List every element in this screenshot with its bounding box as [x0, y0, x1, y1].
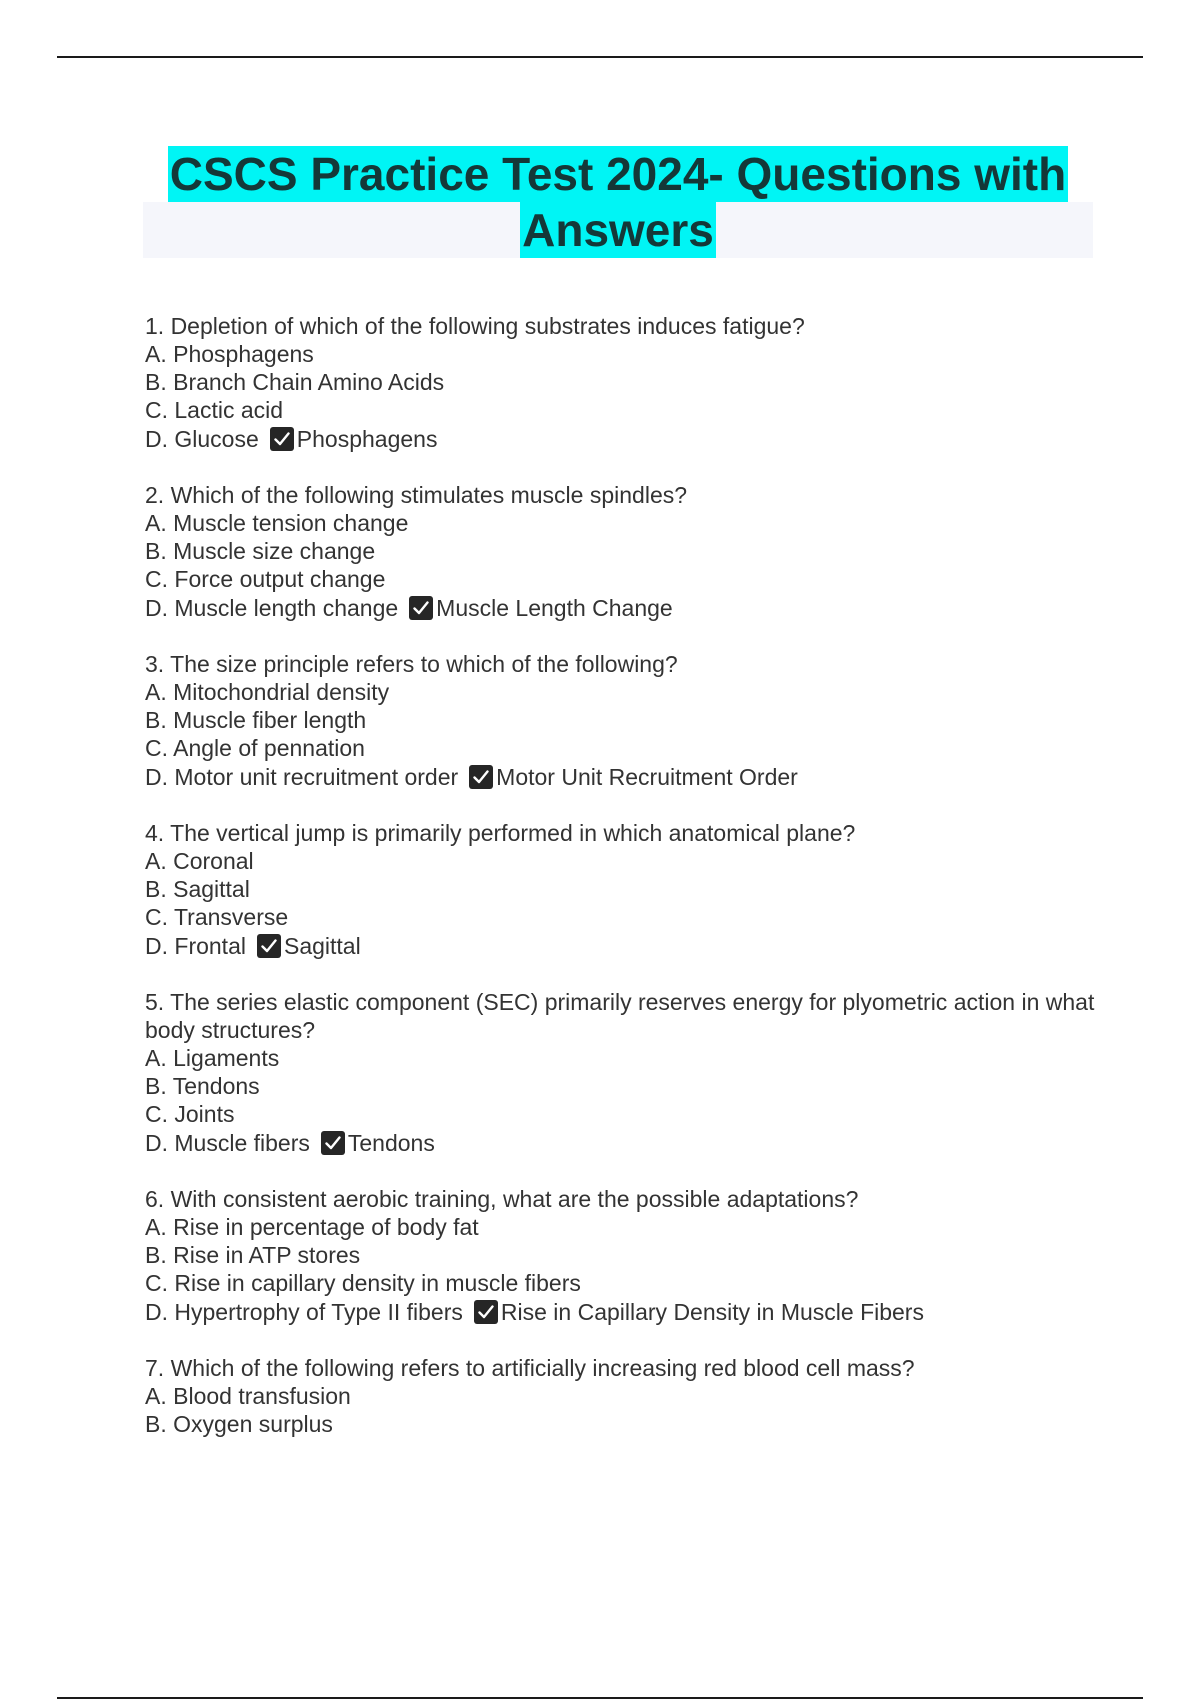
question-item — [145, 988, 1095, 1158]
correct-answer: Tendons — [347, 1130, 435, 1156]
title-row — [143, 202, 1093, 258]
title-line-2: Answers — [522, 204, 714, 256]
answer-option: A. Muscle tension change — [145, 510, 409, 536]
correct-answer: Sagittal — [283, 933, 361, 959]
question-stem: 3. The size principle refers to which of the following? — [145, 651, 678, 677]
question-stem: 2. Which of the following stimulates muscle spindles? — [145, 482, 688, 508]
correct-answer: Muscle Length Change — [436, 595, 673, 621]
top-rule — [57, 56, 1143, 58]
answer-option: B. Muscle size change — [145, 538, 376, 564]
answer-line — [145, 424, 1095, 454]
answer-option: C. Force output change — [145, 566, 386, 592]
question-item — [145, 819, 1095, 961]
question-item — [145, 1354, 1095, 1438]
correct-answer: Phosphagens — [296, 426, 438, 452]
correct-answer: Rise in Capillary Density in Muscle Fibers — [500, 1299, 924, 1325]
question-item — [145, 312, 1095, 454]
answer-option: A. Ligaments — [145, 1045, 280, 1071]
answer-option: B. Oxygen surplus — [145, 1411, 333, 1437]
answer-line — [145, 762, 1095, 792]
answer-option: D. Motor unit recruitment order — [145, 764, 459, 790]
check-mark-icon — [469, 765, 493, 789]
answer-option: D. Glucose — [145, 426, 259, 452]
answer-option: C. Transverse — [145, 904, 289, 930]
check-mark-icon — [409, 596, 433, 620]
answer-line — [145, 931, 1095, 961]
answer-option: A. Blood transfusion — [145, 1383, 351, 1409]
question-stem: 6. With consistent aerobic training, what are the possible adaptations? — [145, 1186, 859, 1212]
document-title — [143, 146, 1093, 258]
question-list — [145, 312, 1095, 1465]
answer-option: A. Rise in percentage of body fat — [145, 1214, 479, 1240]
answer-line — [145, 1128, 1095, 1158]
check-mark-icon — [257, 934, 281, 958]
answer-option: B. Muscle fiber length — [145, 707, 367, 733]
title-line-1: CSCS Practice Test 2024- Questions with — [169, 148, 1067, 200]
question-stem: 5. The series elastic component (SEC) primarily reserves energy for plyometric action in what body structures? — [145, 989, 1095, 1043]
question-stem: 1. Depletion of which of the following substrates induces fatigue? — [145, 313, 805, 339]
answer-option: A. Coronal — [145, 848, 254, 874]
answer-option: A. Mitochondrial density — [145, 679, 390, 705]
answer-option: B. Sagittal — [145, 876, 250, 902]
answer-option: C. Angle of pennation — [145, 735, 365, 761]
question-item — [145, 1185, 1095, 1327]
check-mark-icon — [270, 427, 294, 451]
answer-option: C. Joints — [145, 1101, 235, 1127]
question-stem: 4. The vertical jump is primarily performed in which anatomical plane? — [145, 820, 856, 846]
check-mark-icon — [321, 1131, 345, 1155]
answer-option: B. Tendons — [145, 1073, 260, 1099]
title-row — [143, 146, 1093, 202]
answer-option: D. Hypertrophy of Type II fibers — [145, 1299, 463, 1325]
question-item — [145, 481, 1095, 623]
answer-option: D. Muscle fibers — [145, 1130, 310, 1156]
answer-option: B. Rise in ATP stores — [145, 1242, 361, 1268]
answer-option: D. Frontal — [145, 933, 246, 959]
bottom-rule — [57, 1697, 1143, 1699]
question-stem: 7. Which of the following refers to artificially increasing red blood cell mass? — [145, 1355, 915, 1381]
answer-option: D. Muscle length change — [145, 595, 399, 621]
answer-line — [145, 593, 1095, 623]
answer-option: C. Rise in capillary density in muscle fibers — [145, 1270, 581, 1296]
answer-option: A. Phosphagens — [145, 341, 314, 367]
correct-answer: Motor Unit Recruitment Order — [496, 764, 798, 790]
answer-line — [145, 1297, 1095, 1327]
question-item — [145, 650, 1095, 792]
answer-option: C. Lactic acid — [145, 397, 284, 423]
answer-option: B. Branch Chain Amino Acids — [145, 369, 445, 395]
check-mark-icon — [474, 1300, 498, 1324]
